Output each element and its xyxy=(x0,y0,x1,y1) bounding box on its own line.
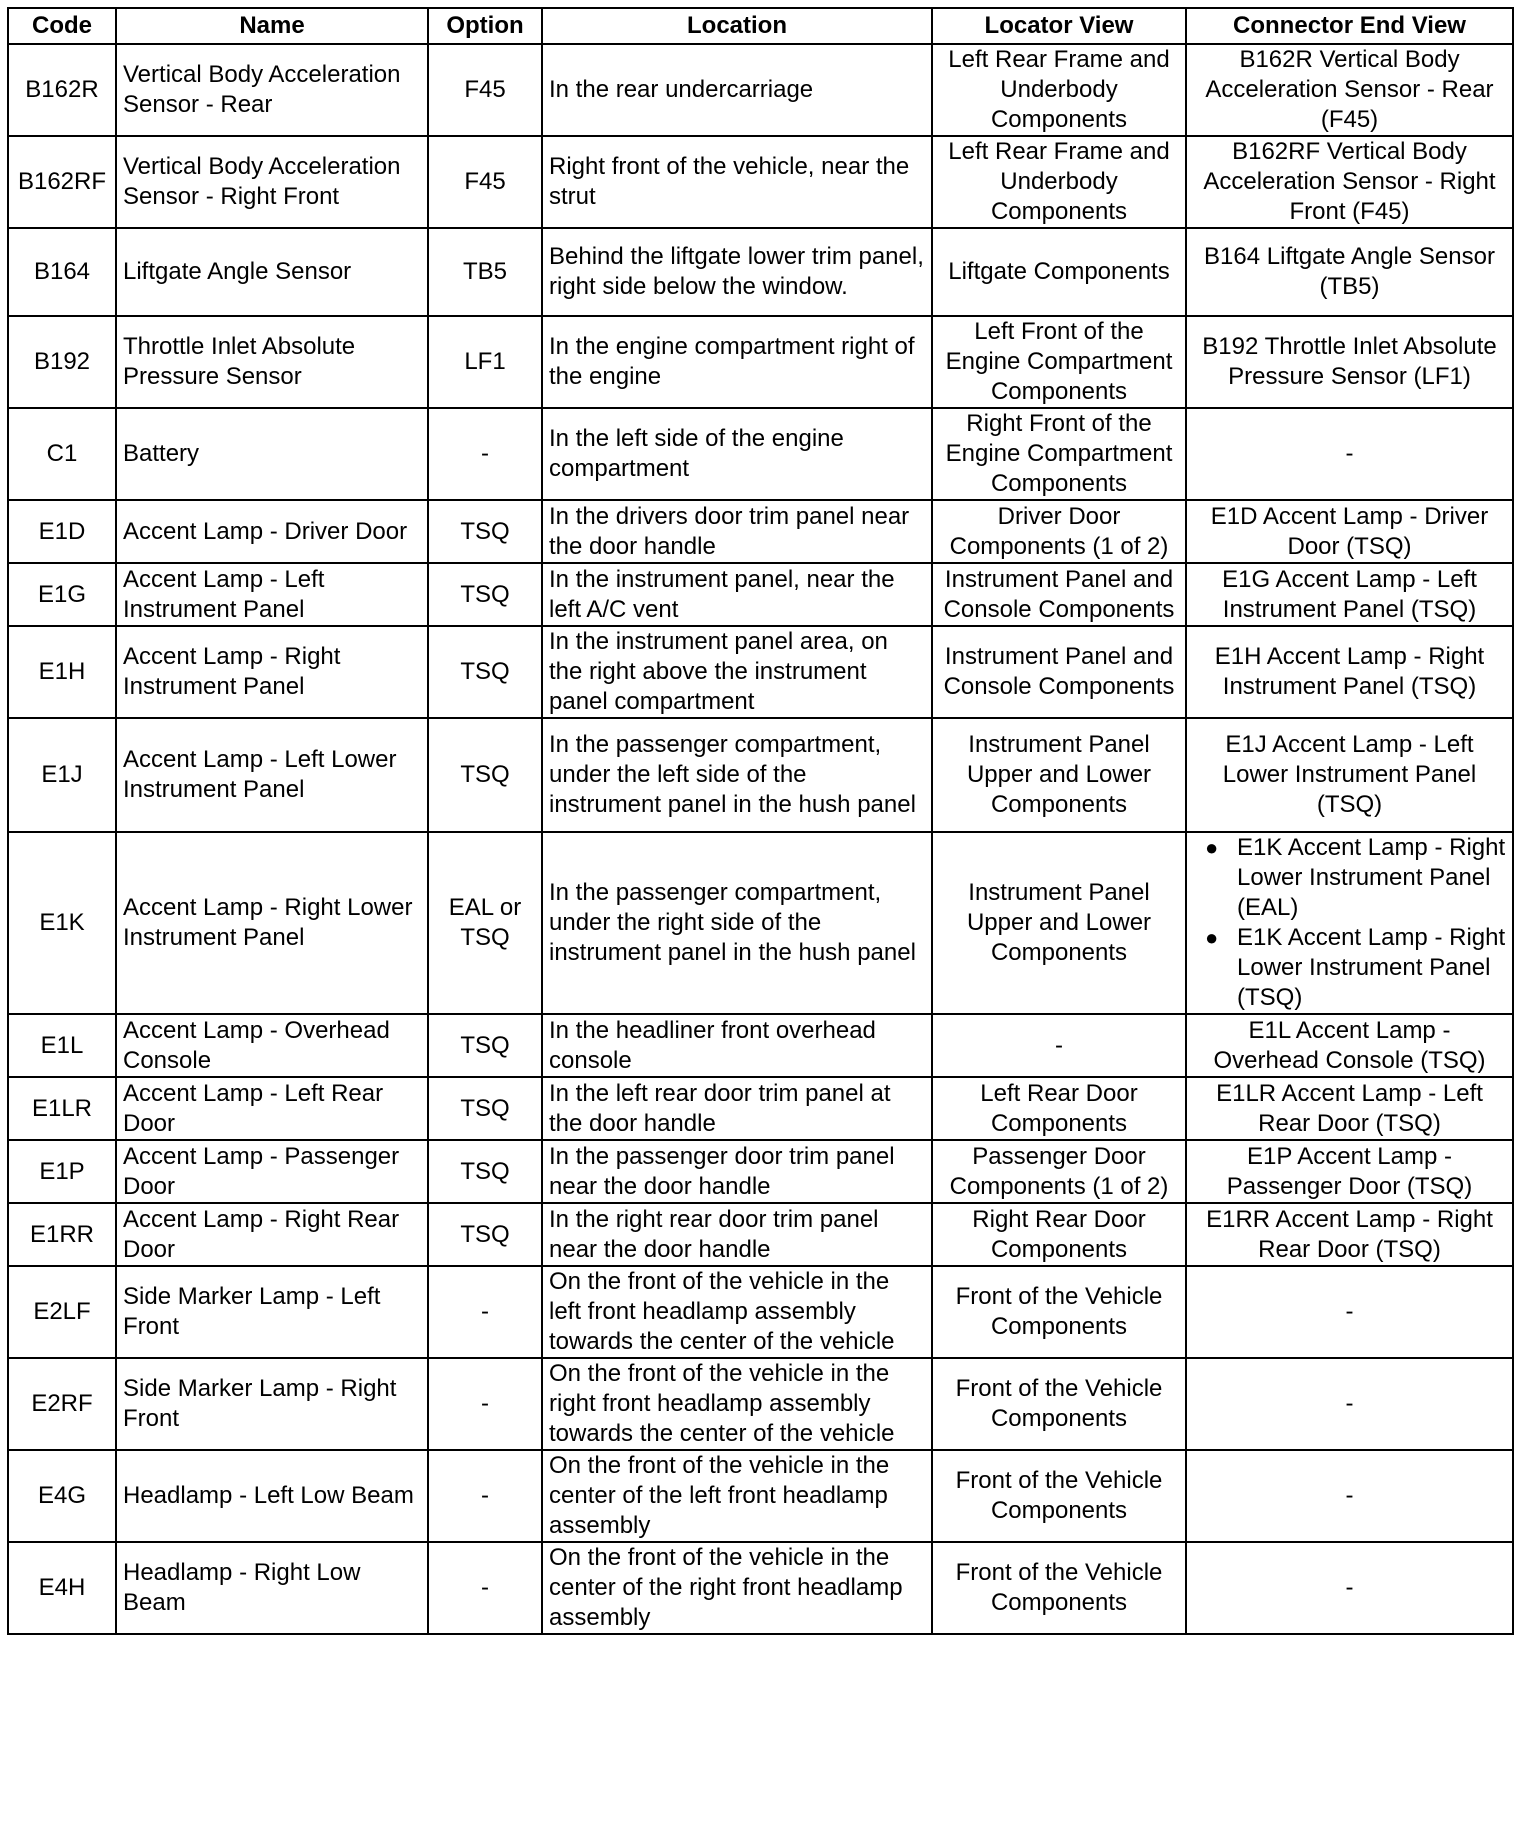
cell-option: TSQ xyxy=(428,563,542,626)
cell-name: Throttle Inlet Absolute Pressure Sensor xyxy=(116,316,428,408)
cell-connector-end-view: E1RR Accent Lamp - Right Rear Door (TSQ) xyxy=(1186,1203,1513,1266)
cell-option: - xyxy=(428,1266,542,1358)
cell-code: E4G xyxy=(8,1450,116,1542)
cell-connector-end-view: E1LR Accent Lamp - Left Rear Door (TSQ) xyxy=(1186,1077,1513,1140)
table-row xyxy=(8,563,1513,626)
header-code: Code xyxy=(8,8,116,44)
cell-code: C1 xyxy=(8,408,116,500)
table-row xyxy=(8,1450,1513,1542)
table-row xyxy=(8,408,1513,500)
cell-locator-view: Right Front of the Engine Compartment Components xyxy=(932,408,1186,500)
header-option: Option xyxy=(428,8,542,44)
cell-locator-view: Instrument Panel Upper and Lower Components xyxy=(932,832,1186,1014)
cell-locator-view: Passenger Door Components (1 of 2) xyxy=(932,1140,1186,1203)
table-row xyxy=(8,832,1513,1014)
cell-locator-view: Front of the Vehicle Components xyxy=(932,1266,1186,1358)
cell-name: Side Marker Lamp - Right Front xyxy=(116,1358,428,1450)
cell-connector-end-view: E1P Accent Lamp - Passenger Door (TSQ) xyxy=(1186,1140,1513,1203)
cell-option: - xyxy=(428,1358,542,1450)
cell-location: In the passenger compartment, under the right side of the instrument panel in the hush panel xyxy=(542,832,932,1014)
cell-name: Vertical Body Acceleration Sensor - Rear xyxy=(116,44,428,136)
cell-connector-end-view: E1H Accent Lamp - Right Instrument Panel (TSQ) xyxy=(1186,626,1513,718)
cell-connector-end-view: - xyxy=(1186,1358,1513,1450)
cell-name: Accent Lamp - Right Instrument Panel xyxy=(116,626,428,718)
cell-code: B162R xyxy=(8,44,116,136)
cell-code: E1D xyxy=(8,500,116,563)
header-location: Location xyxy=(542,8,932,44)
cell-locator-view: Left Rear Frame and Underbody Components xyxy=(932,136,1186,228)
component-locator-table xyxy=(7,7,1514,1635)
cell-name: Accent Lamp - Overhead Console xyxy=(116,1014,428,1077)
cell-option: F45 xyxy=(428,44,542,136)
cell-location: On the front of the vehicle in the center of the right front headlamp assembly xyxy=(542,1542,932,1634)
cell-locator-view: Left Front of the Engine Compartment Components xyxy=(932,316,1186,408)
table-row xyxy=(8,136,1513,228)
cell-name: Liftgate Angle Sensor xyxy=(116,228,428,316)
cell-location: In the instrument panel, near the left A/C vent xyxy=(542,563,932,626)
cell-name: Accent Lamp - Driver Door xyxy=(116,500,428,563)
cell-code: E1P xyxy=(8,1140,116,1203)
component-locator-table-container xyxy=(7,7,1514,1635)
cell-location: In the engine compartment right of the engine xyxy=(542,316,932,408)
table-row xyxy=(8,1358,1513,1450)
cell-connector-end-view: - xyxy=(1186,1266,1513,1358)
cell-location: In the left side of the engine compartment xyxy=(542,408,932,500)
cell-name: Headlamp - Right Low Beam xyxy=(116,1542,428,1634)
cell-name: Vertical Body Acceleration Sensor - Right Front xyxy=(116,136,428,228)
table-row xyxy=(8,718,1513,832)
cell-locator-view: Front of the Vehicle Components xyxy=(932,1358,1186,1450)
cell-location: In the headliner front overhead console xyxy=(542,1014,932,1077)
cell-option: TSQ xyxy=(428,1077,542,1140)
cell-locator-view: Instrument Panel Upper and Lower Components xyxy=(932,718,1186,832)
cell-name: Accent Lamp - Left Instrument Panel xyxy=(116,563,428,626)
table-row xyxy=(8,1203,1513,1266)
cell-code: E1LR xyxy=(8,1077,116,1140)
table-row xyxy=(8,1014,1513,1077)
cell-name: Side Marker Lamp - Left Front xyxy=(116,1266,428,1358)
cell-code: E1J xyxy=(8,718,116,832)
cell-connector-end-view: B164 Liftgate Angle Sensor (TB5) xyxy=(1186,228,1513,316)
cell-connector-end-view: E1D Accent Lamp - Driver Door (TSQ) xyxy=(1186,500,1513,563)
cell-name: Headlamp - Left Low Beam xyxy=(116,1450,428,1542)
cell-connector-end-view xyxy=(1186,832,1513,1014)
cell-location: Behind the liftgate lower trim panel, right side below the window. xyxy=(542,228,932,316)
header-locator-view: Locator View xyxy=(932,8,1186,44)
cell-location: In the rear undercarriage xyxy=(542,44,932,136)
cell-location: In the right rear door trim panel near the door handle xyxy=(542,1203,932,1266)
cell-location: On the front of the vehicle in the center of the left front headlamp assembly xyxy=(542,1450,932,1542)
cell-name: Accent Lamp - Right Rear Door xyxy=(116,1203,428,1266)
bullet-list-item: ● E1K Accent Lamp - Right Lower Instrument Panel (TSQ) xyxy=(1193,923,1506,1013)
cell-name: Accent Lamp - Passenger Door xyxy=(116,1140,428,1203)
cell-location: On the front of the vehicle in the left front headlamp assembly towards the center of the vehicle xyxy=(542,1266,932,1358)
cell-location: In the passenger compartment, under the left side of the instrument panel in the hush panel xyxy=(542,718,932,832)
cell-name: Accent Lamp - Right Lower Instrument Panel xyxy=(116,832,428,1014)
table-row xyxy=(8,1140,1513,1203)
table-row xyxy=(8,1077,1513,1140)
cell-code: E1H xyxy=(8,626,116,718)
table-row xyxy=(8,1266,1513,1358)
cell-option: TSQ xyxy=(428,626,542,718)
connector-end-view-list xyxy=(1193,833,1506,1013)
cell-option: LF1 xyxy=(428,316,542,408)
table-row xyxy=(8,316,1513,408)
cell-code: E1K xyxy=(8,832,116,1014)
cell-connector-end-view: B162R Vertical Body Acceleration Sensor - Rear (F45) xyxy=(1186,44,1513,136)
table-header-row xyxy=(8,8,1513,44)
cell-locator-view: Front of the Vehicle Components xyxy=(932,1450,1186,1542)
cell-code: E2RF xyxy=(8,1358,116,1450)
cell-code: E1RR xyxy=(8,1203,116,1266)
cell-option: - xyxy=(428,1542,542,1634)
cell-option: TB5 xyxy=(428,228,542,316)
cell-connector-end-view: B192 Throttle Inlet Absolute Pressure Sensor (LF1) xyxy=(1186,316,1513,408)
cell-connector-end-view: E1L Accent Lamp - Overhead Console (TSQ) xyxy=(1186,1014,1513,1077)
cell-code: E1G xyxy=(8,563,116,626)
cell-locator-view: Driver Door Components (1 of 2) xyxy=(932,500,1186,563)
cell-code: E2LF xyxy=(8,1266,116,1358)
cell-code: B192 xyxy=(8,316,116,408)
cell-locator-view: Front of the Vehicle Components xyxy=(932,1542,1186,1634)
cell-locator-view: Right Rear Door Components xyxy=(932,1203,1186,1266)
bullet-list-item: ● E1K Accent Lamp - Right Lower Instrument Panel (EAL) xyxy=(1193,833,1506,923)
cell-connector-end-view: - xyxy=(1186,1542,1513,1634)
cell-option: TSQ xyxy=(428,500,542,563)
cell-option: F45 xyxy=(428,136,542,228)
cell-option: TSQ xyxy=(428,1203,542,1266)
cell-option: TSQ xyxy=(428,718,542,832)
cell-option: TSQ xyxy=(428,1014,542,1077)
cell-connector-end-view: B162RF Vertical Body Acceleration Sensor - Right Front (F45) xyxy=(1186,136,1513,228)
cell-option: - xyxy=(428,408,542,500)
cell-name: Accent Lamp - Left Lower Instrument Panel xyxy=(116,718,428,832)
cell-locator-view: Left Rear Frame and Underbody Components xyxy=(932,44,1186,136)
header-name: Name xyxy=(116,8,428,44)
cell-connector-end-view: - xyxy=(1186,1450,1513,1542)
table-row xyxy=(8,626,1513,718)
cell-locator-view: Instrument Panel and Console Components xyxy=(932,563,1186,626)
cell-locator-view: - xyxy=(932,1014,1186,1077)
cell-location: In the instrument panel area, on the right above the instrument panel compartment xyxy=(542,626,932,718)
cell-code: E1L xyxy=(8,1014,116,1077)
cell-option: - xyxy=(428,1450,542,1542)
cell-name: Battery xyxy=(116,408,428,500)
cell-code: E4H xyxy=(8,1542,116,1634)
cell-connector-end-view: E1G Accent Lamp - Left Instrument Panel (TSQ) xyxy=(1186,563,1513,626)
table-row xyxy=(8,500,1513,563)
cell-code: B162RF xyxy=(8,136,116,228)
cell-connector-end-view: - xyxy=(1186,408,1513,500)
cell-location: On the front of the vehicle in the right front headlamp assembly towards the center of the vehicle xyxy=(542,1358,932,1450)
cell-location: In the drivers door trim panel near the door handle xyxy=(542,500,932,563)
table-row xyxy=(8,228,1513,316)
cell-option: EAL or TSQ xyxy=(428,832,542,1014)
cell-connector-end-view: E1J Accent Lamp - Left Lower Instrument Panel (TSQ) xyxy=(1186,718,1513,832)
cell-locator-view: Liftgate Components xyxy=(932,228,1186,316)
cell-location: In the passenger door trim panel near the door handle xyxy=(542,1140,932,1203)
cell-location: In the left rear door trim panel at the door handle xyxy=(542,1077,932,1140)
cell-locator-view: Left Rear Door Components xyxy=(932,1077,1186,1140)
cell-code: B164 xyxy=(8,228,116,316)
cell-name: Accent Lamp - Left Rear Door xyxy=(116,1077,428,1140)
cell-option: TSQ xyxy=(428,1140,542,1203)
cell-location: Right front of the vehicle, near the strut xyxy=(542,136,932,228)
table-row xyxy=(8,1542,1513,1634)
header-connector-end-view: Connector End View xyxy=(1186,8,1513,44)
cell-locator-view: Instrument Panel and Console Components xyxy=(932,626,1186,718)
table-row xyxy=(8,44,1513,136)
